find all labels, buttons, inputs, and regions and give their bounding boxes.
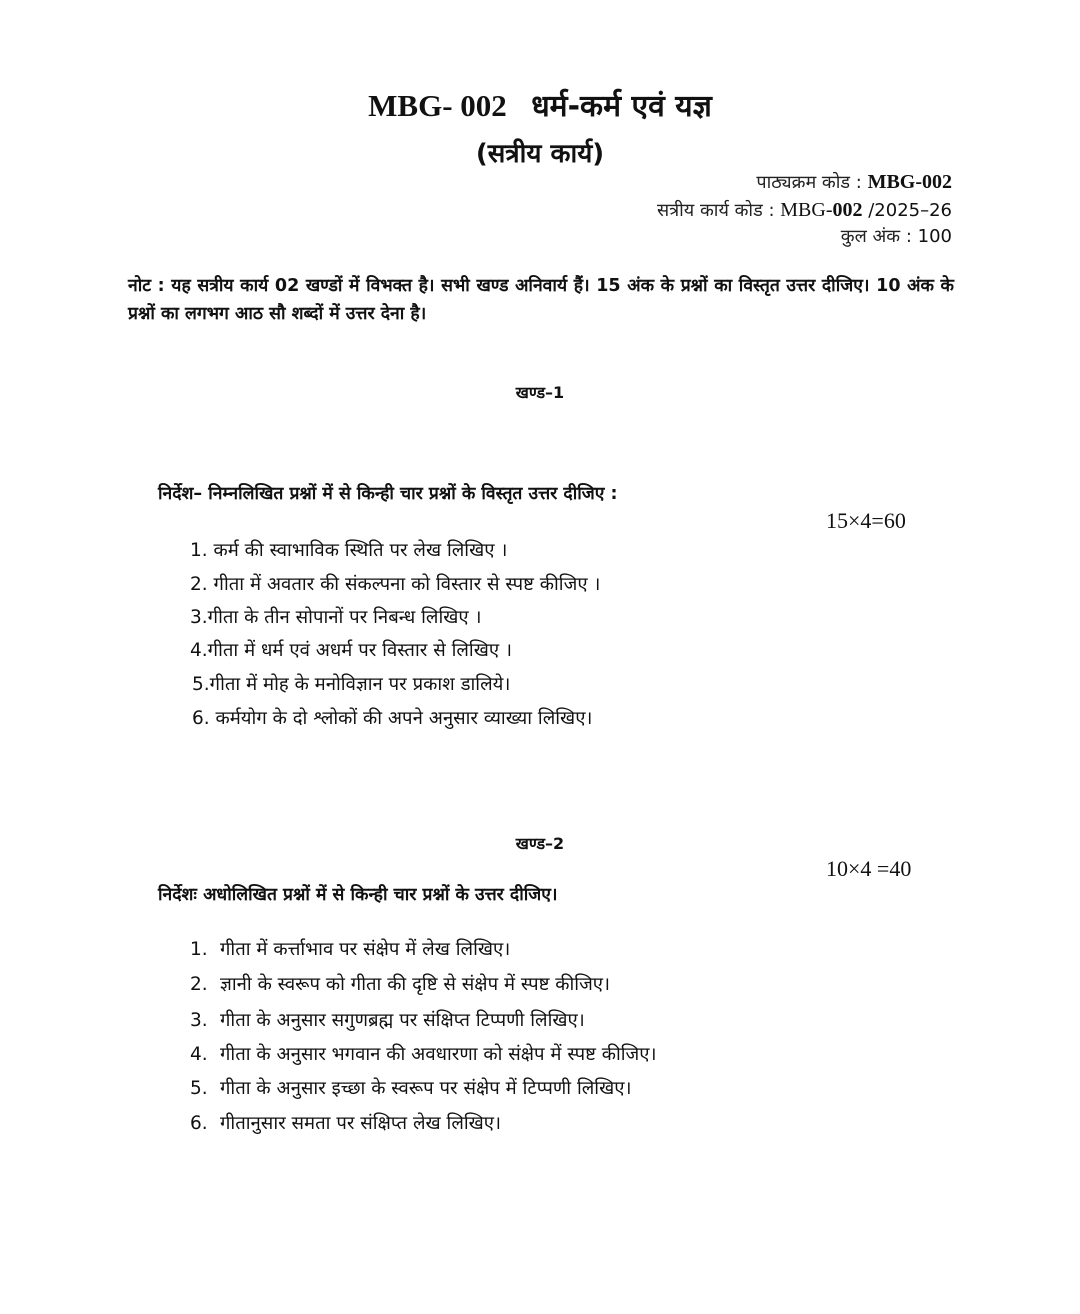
section-1-question: 4.गीता में धर्म एवं अधर्म पर विस्तार से लिखिए । <box>190 640 512 661</box>
section-2-question <box>190 1075 631 1100</box>
section-2-instruction: निर्देशः अधोलिखित प्रश्नों में से किन्ही चार प्रश्नों के उत्तर दीजिए। <box>158 885 558 905</box>
total-marks-value: 100 <box>917 226 952 247</box>
question-number: 1. <box>190 939 208 960</box>
assignment-code-number: 002 <box>832 199 863 221</box>
assignment-code-prefix: MBG- <box>780 199 833 221</box>
section-2-question <box>190 1110 501 1135</box>
page-title <box>0 84 1080 125</box>
question-text: गीता में कर्त्ताभाव पर संक्षेप में लेख लिखिए। <box>220 939 511 960</box>
section-1-marks: 15×4=60 <box>826 508 906 533</box>
assignment-code-year: /2025–26 <box>868 200 952 221</box>
total-marks-line <box>841 224 952 248</box>
section-2-question <box>190 1041 657 1066</box>
section-1-question: 2. गीता में अवतार की संकल्पना को विस्तार से स्पष्ट कीजिए । <box>190 574 601 595</box>
question-number: 2. <box>190 974 208 995</box>
section-1-question: 3.गीता के तीन सोपानों पर निबन्ध लिखिए । <box>190 607 482 628</box>
course-code-title: MBG- 002 <box>368 88 507 123</box>
assignment-code-label: सत्रीय कार्य कोड : <box>657 200 775 221</box>
page-subtitle: (सत्रीय कार्य) <box>475 139 605 169</box>
section-2-marks: 10×4 =40 <box>826 856 912 881</box>
section-2-question <box>190 1007 585 1032</box>
note-paragraph: नोट : यह सत्रीय कार्य 02 खण्डों में विभक्त है। सभी खण्ड अनिवार्य हैं। 15 अंक के प्रश्नों का विस्तृत उत्तर दीजिए। 10 अंक के प्रश्नों का लगभग आठ सौ शब्दों में उत्तर देना है। <box>128 276 954 324</box>
question-text: ज्ञानी के स्वरूप को गीता की दृष्टि से संक्षेप में स्पष्ट कीजिए। <box>220 974 611 995</box>
question-text: गीता के अनुसार इच्छा के स्वरूप पर संक्षेप में टिप्पणी लिखिए। <box>220 1078 632 1099</box>
section-1-question: 1. कर्म की स्वाभाविक स्थिति पर लेख लिखिए । <box>190 540 508 561</box>
course-code-label: पाठ्यक्रम कोड : <box>756 172 862 193</box>
course-name: धर्म-कर्म एवं यज्ञ <box>531 89 712 124</box>
question-text: गीता के अनुसार सगुणब्रह्म पर संक्षिप्त टिप्पणी लिखिए। <box>220 1010 585 1031</box>
question-text: गीता के अनुसार भगवान की अवधारणा को संक्षेप में स्पष्ट कीजिए। <box>220 1044 657 1065</box>
total-marks-label: कुल अंक : <box>840 226 912 247</box>
question-number: 6. <box>190 1113 208 1134</box>
section-2-question <box>190 971 610 996</box>
section-2-heading: खण्ड–2 <box>515 834 565 853</box>
section-1-question: 5.गीता में मोह के मनोविज्ञान पर प्रकाश डालिये। <box>192 674 511 695</box>
section-2-question <box>190 936 510 961</box>
question-text: गीतानुसार समता पर संक्षिप्त लेख लिखिए। <box>220 1113 502 1134</box>
section-1-question: 6. कर्मयोग के दो श्लोकों की अपने अनुसार व्याख्या लिखिए। <box>192 708 593 729</box>
section-1-instruction: निर्देश– निम्नलिखित प्रश्नों में से किन्ही चार प्रश्नों के विस्तृत उत्तर दीजिए : <box>158 484 618 504</box>
question-number: 5. <box>190 1078 208 1099</box>
course-code-line <box>756 170 952 194</box>
question-number: 4. <box>190 1044 208 1065</box>
assignment-code-line <box>657 198 952 222</box>
question-number: 3. <box>190 1010 208 1031</box>
section-1-heading: खण्ड–1 <box>515 383 565 402</box>
course-code-value: MBG-002 <box>867 171 952 193</box>
